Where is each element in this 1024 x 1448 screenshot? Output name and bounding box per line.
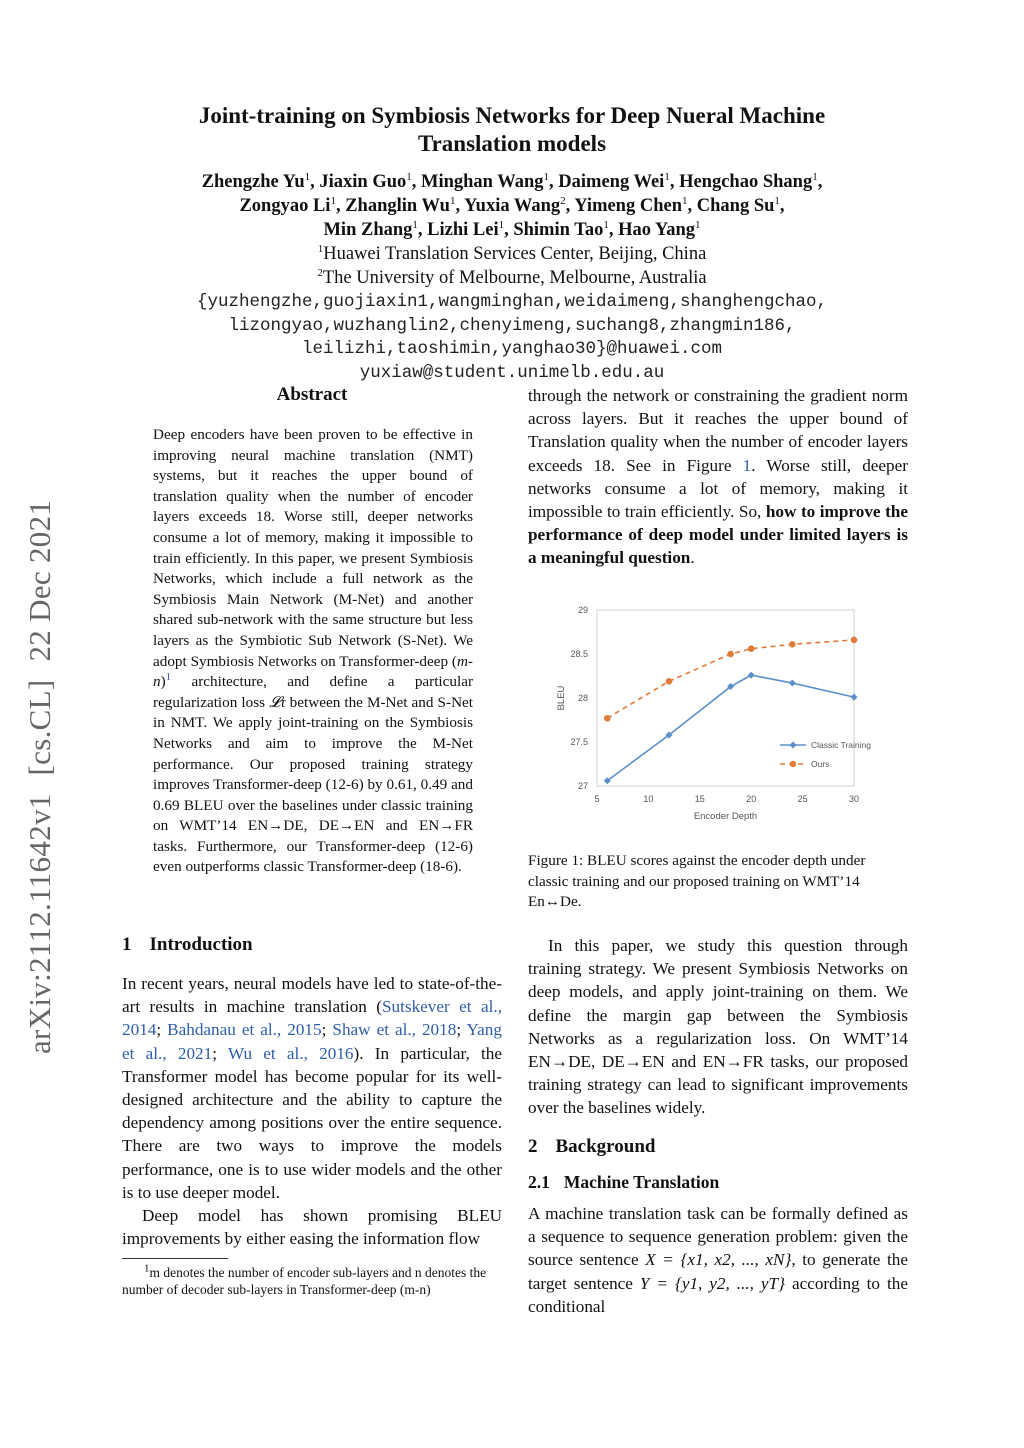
author-emails [0, 291, 1024, 385]
author-name: Hengchao Shang [679, 172, 813, 192]
author-name: Lizhi Lei [427, 220, 499, 240]
footnote-rule [122, 1258, 228, 1259]
bleu-line-chart [552, 598, 872, 828]
right-column-paragraph: In this paper, we study this question through training strategy. We present Symbiosis Networks on deep models, and apply joint-training on them. We define the margin gap between the Symbiosis Networks as a regularization loss. On WMT’14 EN→DE, DE→EN and EN→FR tasks, our proposed training strategy can lead to significant improvements over the baselines widely. [528, 936, 908, 1118]
section-heading-background: 2 Background [528, 1136, 656, 1157]
data-point [851, 694, 858, 701]
author-name: Hao Yang [618, 220, 696, 240]
author-name: Shimin Tao [513, 220, 604, 240]
data-point [727, 651, 734, 658]
section-heading-introduction: 1 Introduction [122, 934, 253, 955]
author-name: Zhanglin Wu [345, 196, 450, 216]
data-point [666, 678, 673, 685]
y-tick-label: 28 [577, 693, 588, 703]
x-tick-label: 15 [694, 794, 705, 804]
x-tick-label: 5 [594, 794, 600, 804]
author-name: Minghan Wang [421, 172, 544, 192]
intro-body [122, 972, 502, 1250]
title-line-1: Joint-training on Symbiosis Networks for Deep Nueral Machine [198, 103, 826, 128]
footnote-ref[interactable]: 1 [165, 671, 172, 684]
data-point [748, 645, 755, 652]
author-name: Daimeng Wei [558, 172, 665, 192]
author-name: Zongyao Li [239, 196, 331, 216]
arxiv-sidebar-stamp [22, 374, 68, 1054]
email-line: leilizhi,taoshimin,yanghao30}@huawei.com [301, 339, 723, 359]
title-line-2: Translation models [417, 131, 607, 156]
y-tick-label: 28.5 [570, 649, 588, 659]
citation-link[interactable]: Bahdanau et al., 2015 [167, 1020, 322, 1040]
citation-link[interactable]: Wu et al., 2016 [227, 1043, 354, 1063]
y-tick-label: 27.5 [570, 737, 588, 747]
intro-paragraph-2: Deep model has shown promising BLEU improvements by either easing the information flow [122, 1206, 502, 1249]
author-name: Yimeng Chen [574, 196, 682, 216]
author-name: Yuxia Wang [464, 196, 561, 216]
intro-paragraph-1: In recent years, neural models have led to state-of-the-art results in machine translation (Sutskever et al., 2014; Bahdanau et al., 2015; Shaw et al., 2018; Yang et al., 2021; Wu et al., 2016). In particular, the Transformer model has become popular for its well-designed architecture and the ability to capture the dependency among positions over the entire sequence. There are two ways to improve the models performance, one is to use wider models and the other is to use deeper model. [122, 974, 503, 1202]
citation-link[interactable]: Shaw et al., 2018 [332, 1020, 457, 1040]
abstract-body: Deep encoders have been proven to be effective in improving neural machine translation (NMT) systems, but it reaches the upper bound of translation quality when the number of encoder layers exceeds 18. Worse still, deeper networks consume a lot of memory, making it impossible to train efficiently. In this paper, we present Symbiosis Networks, which include a full network as the Symbiosis Main Network (M-Net) and another shared sub-network with the same structure but less layers as the Symbiotic Sub Network (S-Net). We adopt Symbiosis Networks on Transformer-deep (m-n)$^1$ architecture, and define a particular regularization loss 𝓛τ between the M-Net and S-Net in NMT. We apply joint-training on the Symbiosis Networks and aim to improve the M-Net performance. Our proposed training strategy improves Transformer-deep (12-6) by 0.61, 0.49 and 0.69 BLEU over the baselines under classic training on WMT’14 EN→DE, DE→EN and EN→FR tasks. Furthermore, our Transformer-deep (12-6) even outperforms classic Transformer-deep (18-6). [153, 426, 473, 876]
data-point [789, 641, 796, 648]
y-tick-label: 29 [577, 605, 588, 615]
arxiv-id: arXiv:2112.11642v1 [22, 793, 57, 1054]
email-line: {yuzhengzhe,guojiaxin1,wangminghan,weidaimeng,shanghengchao, [196, 292, 828, 312]
right-column-intro-continued: through the network or constraining the gradient norm across layers. But it reaches the upper bound of Translation quality when the number of encoder layers exceeds 18. See in Figure 1. Worse still, deeper networks consume a lot of memory, making it impossible to train efficiently. So, how to improve the performance of deep model under limited layers is a meaningful question. [528, 386, 908, 568]
figure-1-caption: Figure 1: BLEU scores against the encoder depth under classic training and our proposed training on WMT’14 En↔De. [528, 852, 866, 910]
author-name: Chang Su [696, 196, 775, 216]
loss-symbol: 𝓛τ [269, 693, 286, 711]
x-tick-label: 25 [797, 794, 808, 804]
citation-link[interactable]: Sutskever et al., 2014 [122, 997, 502, 1040]
machine-translation-body: A machine translation task can be formally defined as a sequence to sequence generation problem: given the source sentence X = {x1, x2, ..., xN}, to generate the target sentence Y = {y1, y2, ..., yT} according to the conditional [528, 1204, 908, 1316]
key-question: how to improve the performance of deep model under limited layers is a meaningful question [528, 502, 908, 568]
legend-marker [790, 761, 796, 767]
source-sentence-math: X = {x1, x2, ..., xN} [645, 1250, 792, 1270]
author-name: Zhengzhe Yu [201, 172, 305, 192]
author-line-2: Zongyao Li$^1$, Zhanglin Wu$^1$, Yuxia Wang$^2$, Yimeng Chen$^1$, Chang Su$^1$, [239, 194, 785, 216]
model-notation: m-n [153, 652, 473, 691]
data-point [748, 672, 755, 679]
y-tick-label: 27 [577, 781, 588, 791]
arxiv-date: 22 Dec 2021 [22, 499, 57, 662]
author-line-1: Zhengzhe Yu$^1$, Jiaxin Guo$^1$, Minghan Wang$^1$, Daimeng Wei$^1$, Hengchao Shang$^1$, [201, 170, 823, 192]
arxiv-category: [cs.CL] [22, 679, 57, 776]
x-tick-label: 10 [643, 794, 654, 804]
footnote: $^1$m denotes the number of encoder sub-layers and n denotes the number of decoder sub-layers in Transformer-deep (m-n) [122, 1262, 487, 1297]
author-list [0, 170, 1024, 242]
email-line: yuxiaw@student.unimelb.edu.au [359, 362, 665, 383]
paper-title [0, 102, 1024, 158]
subsection-heading-machine-translation: 2.1 Machine Translation [528, 1172, 720, 1192]
y-axis-label: BLEU [556, 685, 567, 711]
x-axis-label: Encoder Depth [693, 811, 758, 822]
figure-ref-link[interactable]: 1 [742, 455, 752, 475]
author-line-3: Min Zhang$^1$, Lizhi Lei$^1$, Shimin Tao$^1$, Hao Yang$^1$ [323, 218, 701, 240]
x-tick-label: 30 [848, 794, 860, 804]
data-point [604, 715, 611, 722]
citation-link[interactable]: Yang et al., 2021 [122, 1020, 502, 1063]
data-point [789, 680, 796, 687]
affiliations [0, 242, 1024, 290]
data-point [851, 637, 858, 644]
author-name: Min Zhang [323, 220, 413, 240]
x-tick-label: 20 [746, 794, 757, 804]
target-sentence-math: Y = {y1, y2, ..., yT} [639, 1273, 785, 1293]
affiliation-2: $^2$The University of Melbourne, Melbourne, Australia [317, 266, 707, 288]
legend-marker [790, 742, 797, 749]
legend-label: Ours [811, 759, 830, 769]
author-name: Jiaxin Guo [319, 172, 407, 192]
email-line: lizongyao,wuzhanglin2,chenyimeng,suchang8,zhangmin186, [228, 315, 796, 336]
legend-label: Classic Training [811, 740, 871, 750]
affiliation-1: $^1$Huawei Translation Services Center, Beijing, China [317, 242, 707, 264]
abstract-heading: Abstract [276, 384, 348, 405]
